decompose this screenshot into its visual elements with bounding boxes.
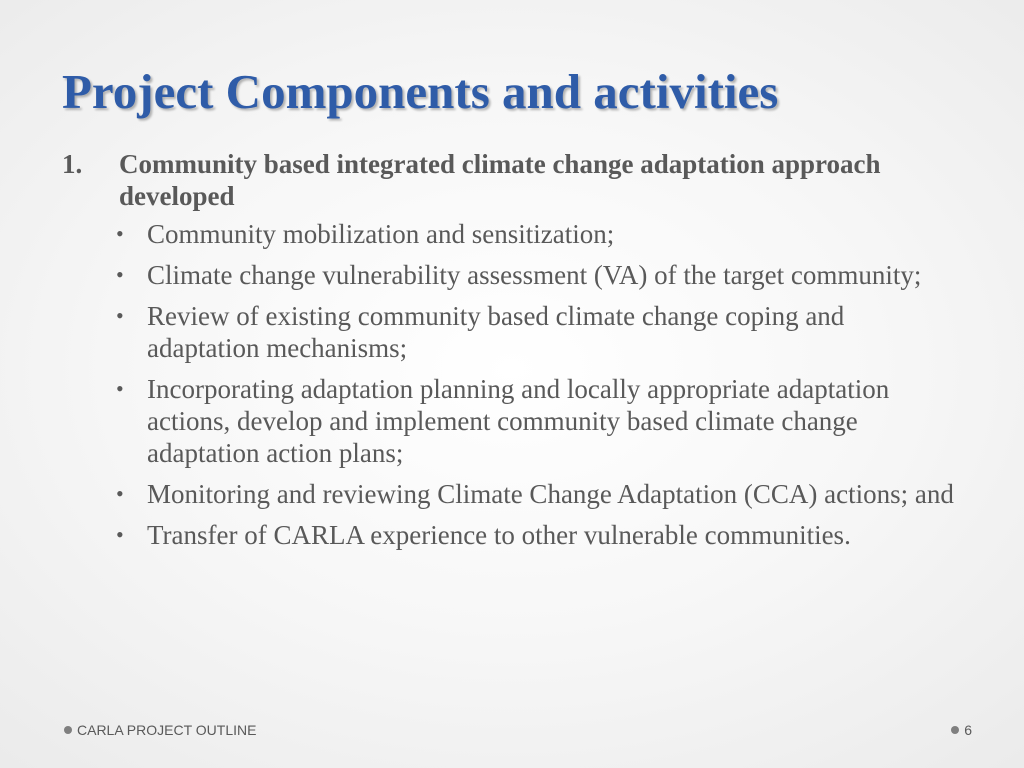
list-item [114,259,962,291]
numbered-item [62,148,962,212]
component-heading: Community based integrated climate change adaptation approach developed [119,149,881,211]
list-item-text: Community mobilization and sensitization; [147,219,615,249]
footer-label: CARLA PROJECT OUTLINE [77,722,257,738]
bullet-icon: • [116,376,124,401]
page-dot-icon [951,726,959,734]
footer-label-group [64,722,256,738]
list-item-text: Transfer of CARLA experience to other vulnerable communities. [147,520,851,550]
list-item [114,300,962,364]
list-item-text: Incorporating adaptation planning and locally appropriate adaptation actions, develop and implement community based climate change adaptation action plans; [147,374,890,468]
list-item-text: Climate change vulnerability assessment (VA) of the target community; [147,260,922,290]
bullet-icon: • [116,221,124,246]
list-item-text: Monitoring and reviewing Climate Change Adaptation (CCA) actions; and [147,479,954,509]
footer-dot-icon [64,726,72,734]
bullet-icon: • [116,262,124,287]
slide-content [62,148,962,560]
list-item [114,519,962,551]
bullet-icon: • [116,522,124,547]
page-number: 6 [964,722,972,738]
slide-title: Project Components and activities [62,64,779,119]
list-item [114,373,962,469]
item-number: 1. [62,149,83,179]
footer-page-group [951,722,972,738]
slide-footer [0,722,1024,744]
list-item [114,478,962,510]
list-item-text: Review of existing community based climate change coping and adaptation mechanisms; [147,301,845,363]
bullet-icon: • [116,481,124,506]
activity-list [62,218,962,551]
bullet-icon: • [116,303,124,328]
list-item [114,218,962,250]
